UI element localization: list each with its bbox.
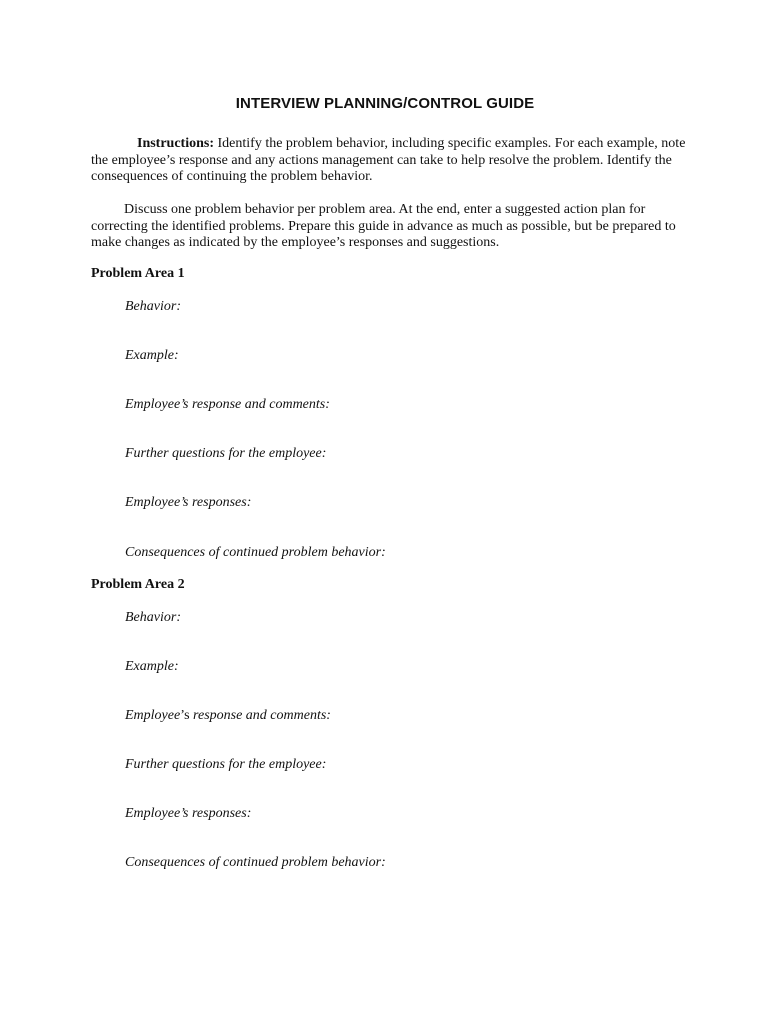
pa2-consequences-label: Consequences of continued problem behavior: xyxy=(125,855,386,870)
pa1-questions-label: Further questions for the employee: xyxy=(125,446,327,461)
pa1-behavior-label: Behavior: xyxy=(125,299,181,314)
pa2-response-rest: response and comments: xyxy=(189,708,331,723)
pa1-example-label: Example: xyxy=(125,348,179,363)
pa1-response-label: Employee’s response and comments: xyxy=(125,397,330,412)
pa2-example-label: Example: xyxy=(125,659,179,674)
pa2-questions-label: Further questions for the employee: xyxy=(125,757,327,772)
instructions-label: Instructions: xyxy=(137,136,215,151)
pa1-consequences-label: Consequences of continued problem behavior: xyxy=(125,545,386,560)
discuss-paragraph: Discuss one problem behavior per problem area. At the end, enter a suggested action plan for correcting the identified problems. Prepare this guide in advance as much as possible, but be prepared to make changes as indicated by the employee’s responses and suggestions. xyxy=(91,202,676,250)
instructions-text: Identify the problem behavior, including specific examples. For each example, note the employee’s response and any actions management can take to help resolve the problem. Identify the consequences of continuing the problem behavior. xyxy=(91,136,686,184)
pa2-response-suffix: ’s xyxy=(180,708,190,723)
pa1-responses-label: Employee’s responses: xyxy=(125,495,252,510)
pa2-response-label xyxy=(125,708,331,724)
document-title: INTERVIEW PLANNING/CONTROL GUIDE xyxy=(235,95,535,112)
problem-area-2-heading: Problem Area 2 xyxy=(91,577,185,592)
instructions-paragraph xyxy=(91,136,691,186)
pa2-responses-label: Employee’s responses: xyxy=(125,806,252,821)
pa2-response-prefix: Employee xyxy=(125,708,181,723)
problem-area-1-heading: Problem Area 1 xyxy=(91,266,185,281)
pa2-behavior-label: Behavior: xyxy=(125,610,181,625)
